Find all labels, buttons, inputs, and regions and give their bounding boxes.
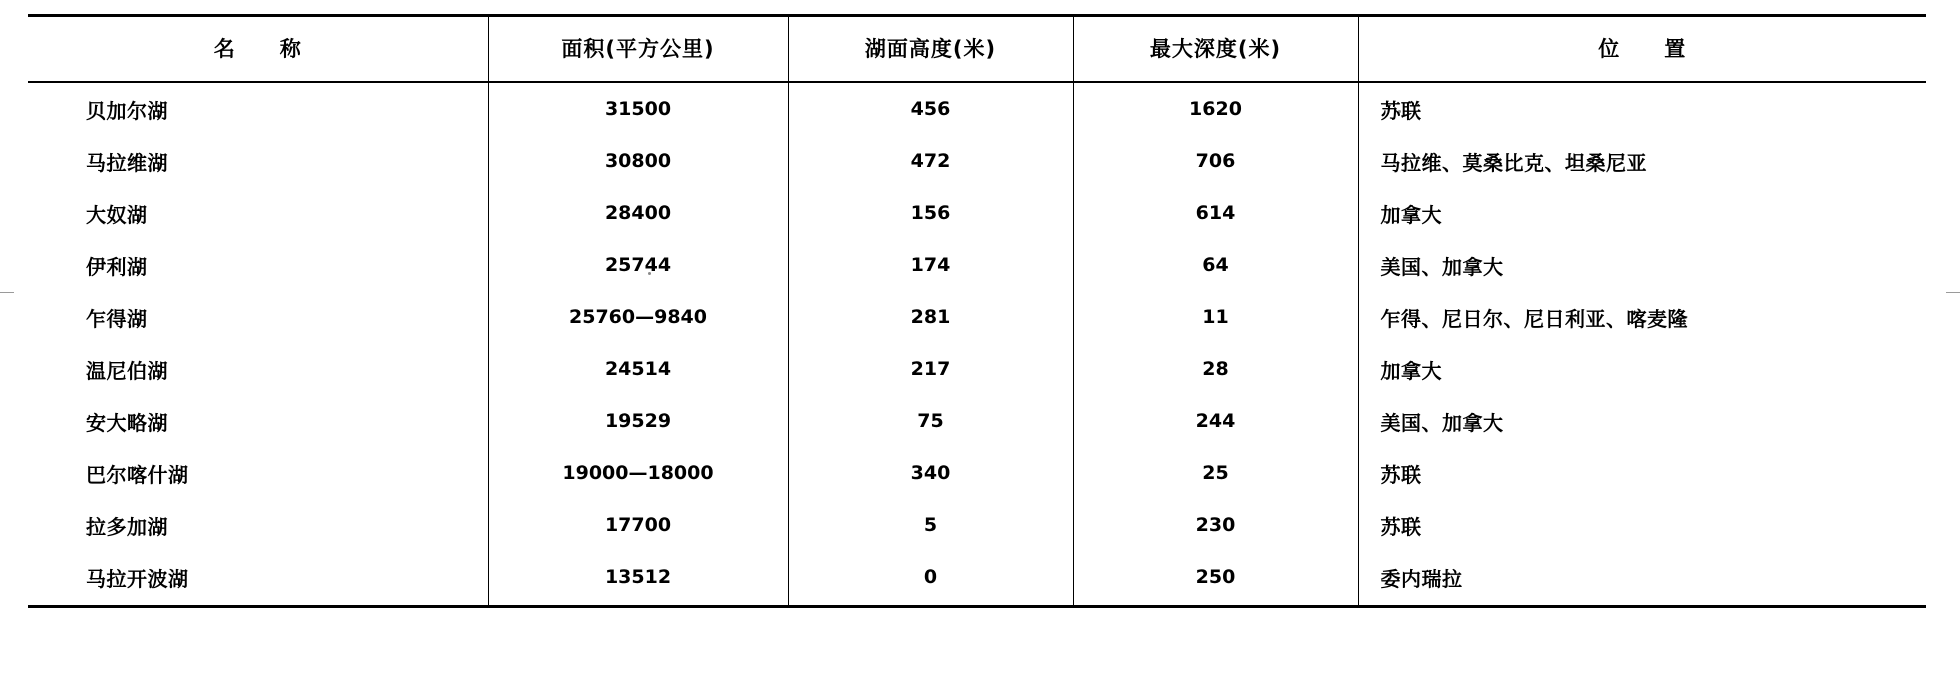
table-row	[28, 291, 1926, 343]
cell-location: 美国、加拿大	[1358, 395, 1926, 447]
column-header-location: 位 置	[1358, 16, 1926, 83]
cell-depth: 614	[1073, 187, 1358, 239]
table	[28, 14, 1926, 608]
cell-elevation: 75	[788, 395, 1073, 447]
cell-location: 委内瑞拉	[1358, 551, 1926, 607]
cell-name: 伊利湖	[86, 254, 148, 279]
cell-name: 安大略湖	[86, 410, 168, 435]
cell-name: 马拉维湖	[86, 150, 168, 175]
cell-location: 乍得、尼日尔、尼日利亚、喀麦隆	[1358, 291, 1926, 343]
cell-elevation: 217	[788, 343, 1073, 395]
cell-depth: 244	[1073, 395, 1358, 447]
cell-area: 30800	[488, 135, 788, 187]
column-header-elevation: 湖面高度(米)	[788, 16, 1073, 83]
cell-location: 加拿大	[1358, 187, 1926, 239]
table-row	[28, 82, 1926, 135]
cell-depth: 25	[1073, 447, 1358, 499]
cell-depth: 28	[1073, 343, 1358, 395]
cell-location: 加拿大	[1358, 343, 1926, 395]
table-body	[28, 82, 1926, 607]
table-row	[28, 551, 1926, 607]
cell-area: 25744	[488, 239, 788, 291]
cell-depth: 11	[1073, 291, 1358, 343]
cell-name: 马拉开波湖	[86, 566, 189, 591]
cell-elevation: 0	[788, 551, 1073, 607]
table-row	[28, 135, 1926, 187]
cell-elevation: 472	[788, 135, 1073, 187]
cell-depth: 706	[1073, 135, 1358, 187]
cell-elevation: 456	[788, 82, 1073, 135]
cell-depth: 250	[1073, 551, 1358, 607]
cell-location: 美国、加拿大	[1358, 239, 1926, 291]
cell-name: 乍得湖	[86, 306, 148, 331]
column-header-depth: 最大深度(米)	[1073, 16, 1358, 83]
cell-location: 苏联	[1358, 82, 1926, 135]
cell-elevation: 281	[788, 291, 1073, 343]
table-header-row	[28, 16, 1926, 83]
table-row	[28, 187, 1926, 239]
cell-depth: 64	[1073, 239, 1358, 291]
cell-area: 13512	[488, 551, 788, 607]
cell-location: 苏联	[1358, 499, 1926, 551]
cell-area: 17700	[488, 499, 788, 551]
cell-depth: 230	[1073, 499, 1358, 551]
cell-depth: 1620	[1073, 82, 1358, 135]
cell-area: 28400	[488, 187, 788, 239]
table-row	[28, 447, 1926, 499]
table-row	[28, 239, 1926, 291]
cell-name: 巴尔喀什湖	[86, 462, 189, 487]
table-row	[28, 343, 1926, 395]
column-header-name: 名 称	[28, 16, 488, 83]
cell-area: 19529	[488, 395, 788, 447]
table-row	[28, 395, 1926, 447]
column-header-area: 面积(平方公里)	[488, 16, 788, 83]
scan-margin-tick	[1946, 292, 1960, 293]
cell-name: 温尼伯湖	[86, 358, 168, 383]
cell-elevation: 340	[788, 447, 1073, 499]
cell-elevation: 156	[788, 187, 1073, 239]
table-header	[28, 16, 1926, 83]
cell-name: 拉多加湖	[86, 514, 168, 539]
cell-name: 大奴湖	[86, 202, 148, 227]
cell-elevation: 5	[788, 499, 1073, 551]
cell-area: 31500	[488, 82, 788, 135]
cell-elevation: 174	[788, 239, 1073, 291]
table-row	[28, 499, 1926, 551]
cell-location: 马拉维、莫桑比克、坦桑尼亚	[1358, 135, 1926, 187]
cell-location: 苏联	[1358, 447, 1926, 499]
lake-statistics-table	[28, 14, 1926, 608]
cell-area: 24514	[488, 343, 788, 395]
cell-name: 贝加尔湖	[86, 98, 168, 123]
cell-area: 25760—9840	[488, 291, 788, 343]
cell-area: 19000—18000	[488, 447, 788, 499]
scan-margin-tick	[0, 292, 14, 293]
